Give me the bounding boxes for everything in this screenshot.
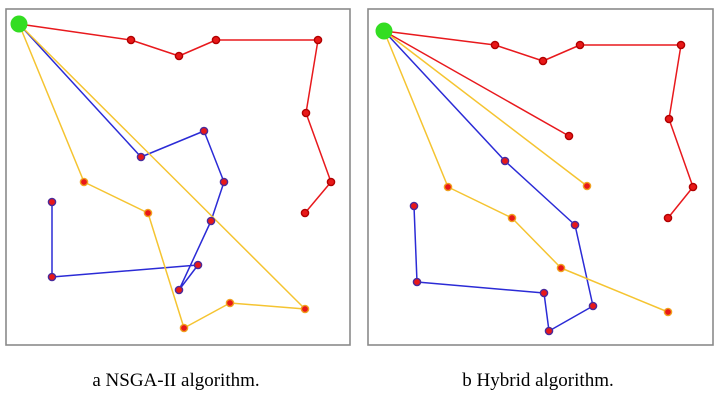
customer-node (677, 41, 684, 48)
customer-node (226, 299, 233, 306)
customer-node (207, 217, 214, 224)
customer-node (48, 273, 55, 280)
customer-node (220, 178, 227, 185)
caption-hybrid: b Hybrid algorithm. (462, 370, 614, 391)
customer-node (689, 183, 696, 190)
customer-node (576, 41, 583, 48)
customer-node (48, 198, 55, 205)
customer-node (413, 278, 420, 285)
customer-node (501, 157, 508, 164)
customer-node (180, 324, 187, 331)
customer-node (545, 327, 552, 334)
customer-node (175, 286, 182, 293)
customer-node (80, 178, 87, 185)
customer-node (327, 178, 334, 185)
customer-node (144, 209, 151, 216)
depot-node (376, 23, 393, 40)
customer-node (302, 109, 309, 116)
customer-node (212, 36, 219, 43)
customer-node (557, 264, 564, 271)
caption-nsga2: a NSGA-II algorithm. (92, 370, 260, 391)
panel-hybrid (368, 9, 713, 391)
customer-node (664, 308, 671, 315)
customer-node (410, 202, 417, 209)
panel-nsga2 (6, 9, 350, 391)
customer-node (589, 302, 596, 309)
customer-node (565, 132, 572, 139)
customer-node (137, 153, 144, 160)
customer-node (664, 214, 671, 221)
customer-node (127, 36, 134, 43)
customer-node (571, 221, 578, 228)
customer-node (508, 214, 515, 221)
customer-node (540, 289, 547, 296)
depot-node (11, 16, 28, 33)
customer-node (583, 182, 590, 189)
customer-node (301, 209, 308, 216)
customer-node (200, 127, 207, 134)
customer-node (444, 183, 451, 190)
customer-node (665, 115, 672, 122)
customer-node (301, 305, 308, 312)
customer-node (539, 57, 546, 64)
customer-node (314, 36, 321, 43)
customer-node (175, 52, 182, 59)
customer-node (194, 261, 201, 268)
customer-node (491, 41, 498, 48)
